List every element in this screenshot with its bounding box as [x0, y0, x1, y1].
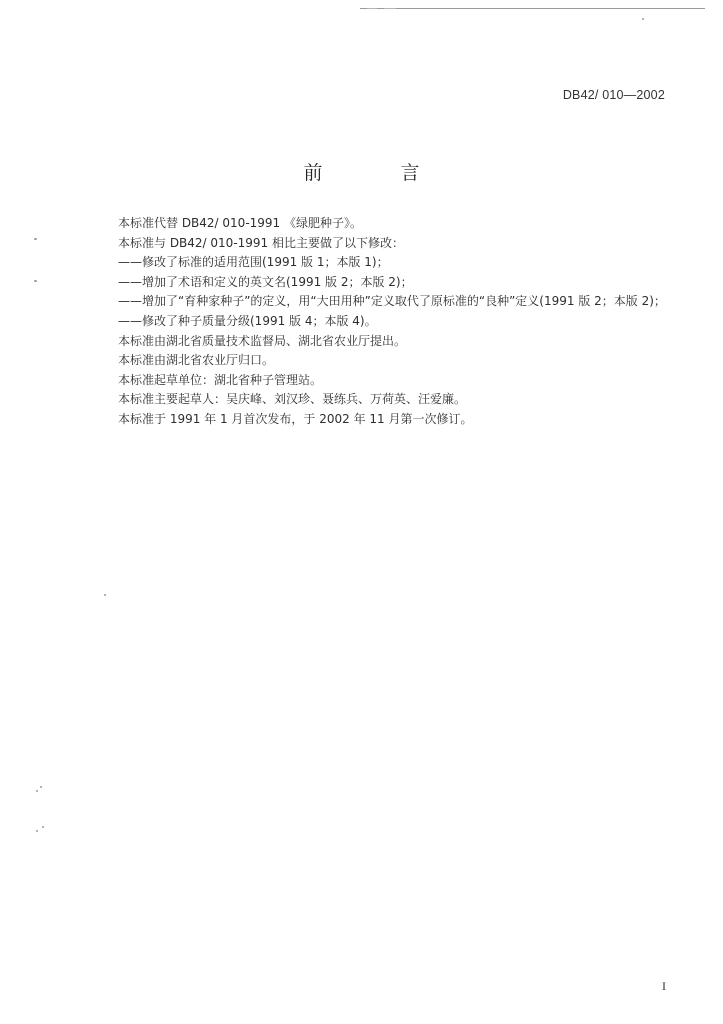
scan-edge-dash — [384, 8, 396, 9]
paragraph-drafting-unit: 本标准起草单位：湖北省种子管理站。 — [118, 372, 323, 387]
paragraph-drafters: 本标准主要起草人：吴庆峰、刘汉珍、聂练兵、万荷英、汪爱廉。 — [118, 392, 467, 407]
change-item-scope: ——修改了标准的适用范围(1991 版 1；本版 1)； — [118, 255, 389, 270]
change-item-definition: ——增加了“育种家种子”的定义，用“大田用种”定义取代了原标准的“良种”定义(1991 版 2；本版 2)； — [118, 294, 666, 309]
paragraph-publication-history: 本标准于 1991 年 1 月首次发布，于 2002 年 11 月第一次修订。 — [118, 411, 473, 426]
standard-number: DB42/ 010—2002 — [562, 88, 665, 102]
page-number: I — [662, 979, 666, 993]
paragraph-changes-intro: 本标准与 DB42/ 010-1991 相比主要做了以下修改： — [118, 235, 405, 250]
scan-speck — [642, 18, 644, 20]
scan-speck — [104, 594, 106, 596]
change-item-grading: ——修改了种子质量分级(1991 版 4；本版 4)。 — [118, 313, 377, 328]
scan-edge-dash — [367, 8, 377, 9]
paragraph-under-jurisdiction: 本标准由湖北省农业厅归口。 — [118, 353, 275, 368]
change-item-terms: ——增加了术语和定义的英文名(1991 版 2；本版 2)； — [118, 274, 413, 289]
paragraph-proposed-by: 本标准由湖北省质量技术监督局、湖北省农业厅提出。 — [118, 333, 407, 348]
paragraph-replaces: 本标准代替 DB42/ 010-1991 《绿肥种子》。 — [118, 216, 363, 230]
scan-speck — [34, 238, 37, 240]
page-title: 前 言 — [303, 162, 456, 184]
scan-speck — [34, 280, 37, 282]
scan-speck — [36, 790, 38, 792]
foreword-body — [118, 214, 670, 430]
scan-speck — [40, 786, 42, 788]
scan-speck — [36, 830, 38, 832]
scan-speck — [42, 826, 44, 828]
scan-edge-line — [360, 8, 705, 9]
